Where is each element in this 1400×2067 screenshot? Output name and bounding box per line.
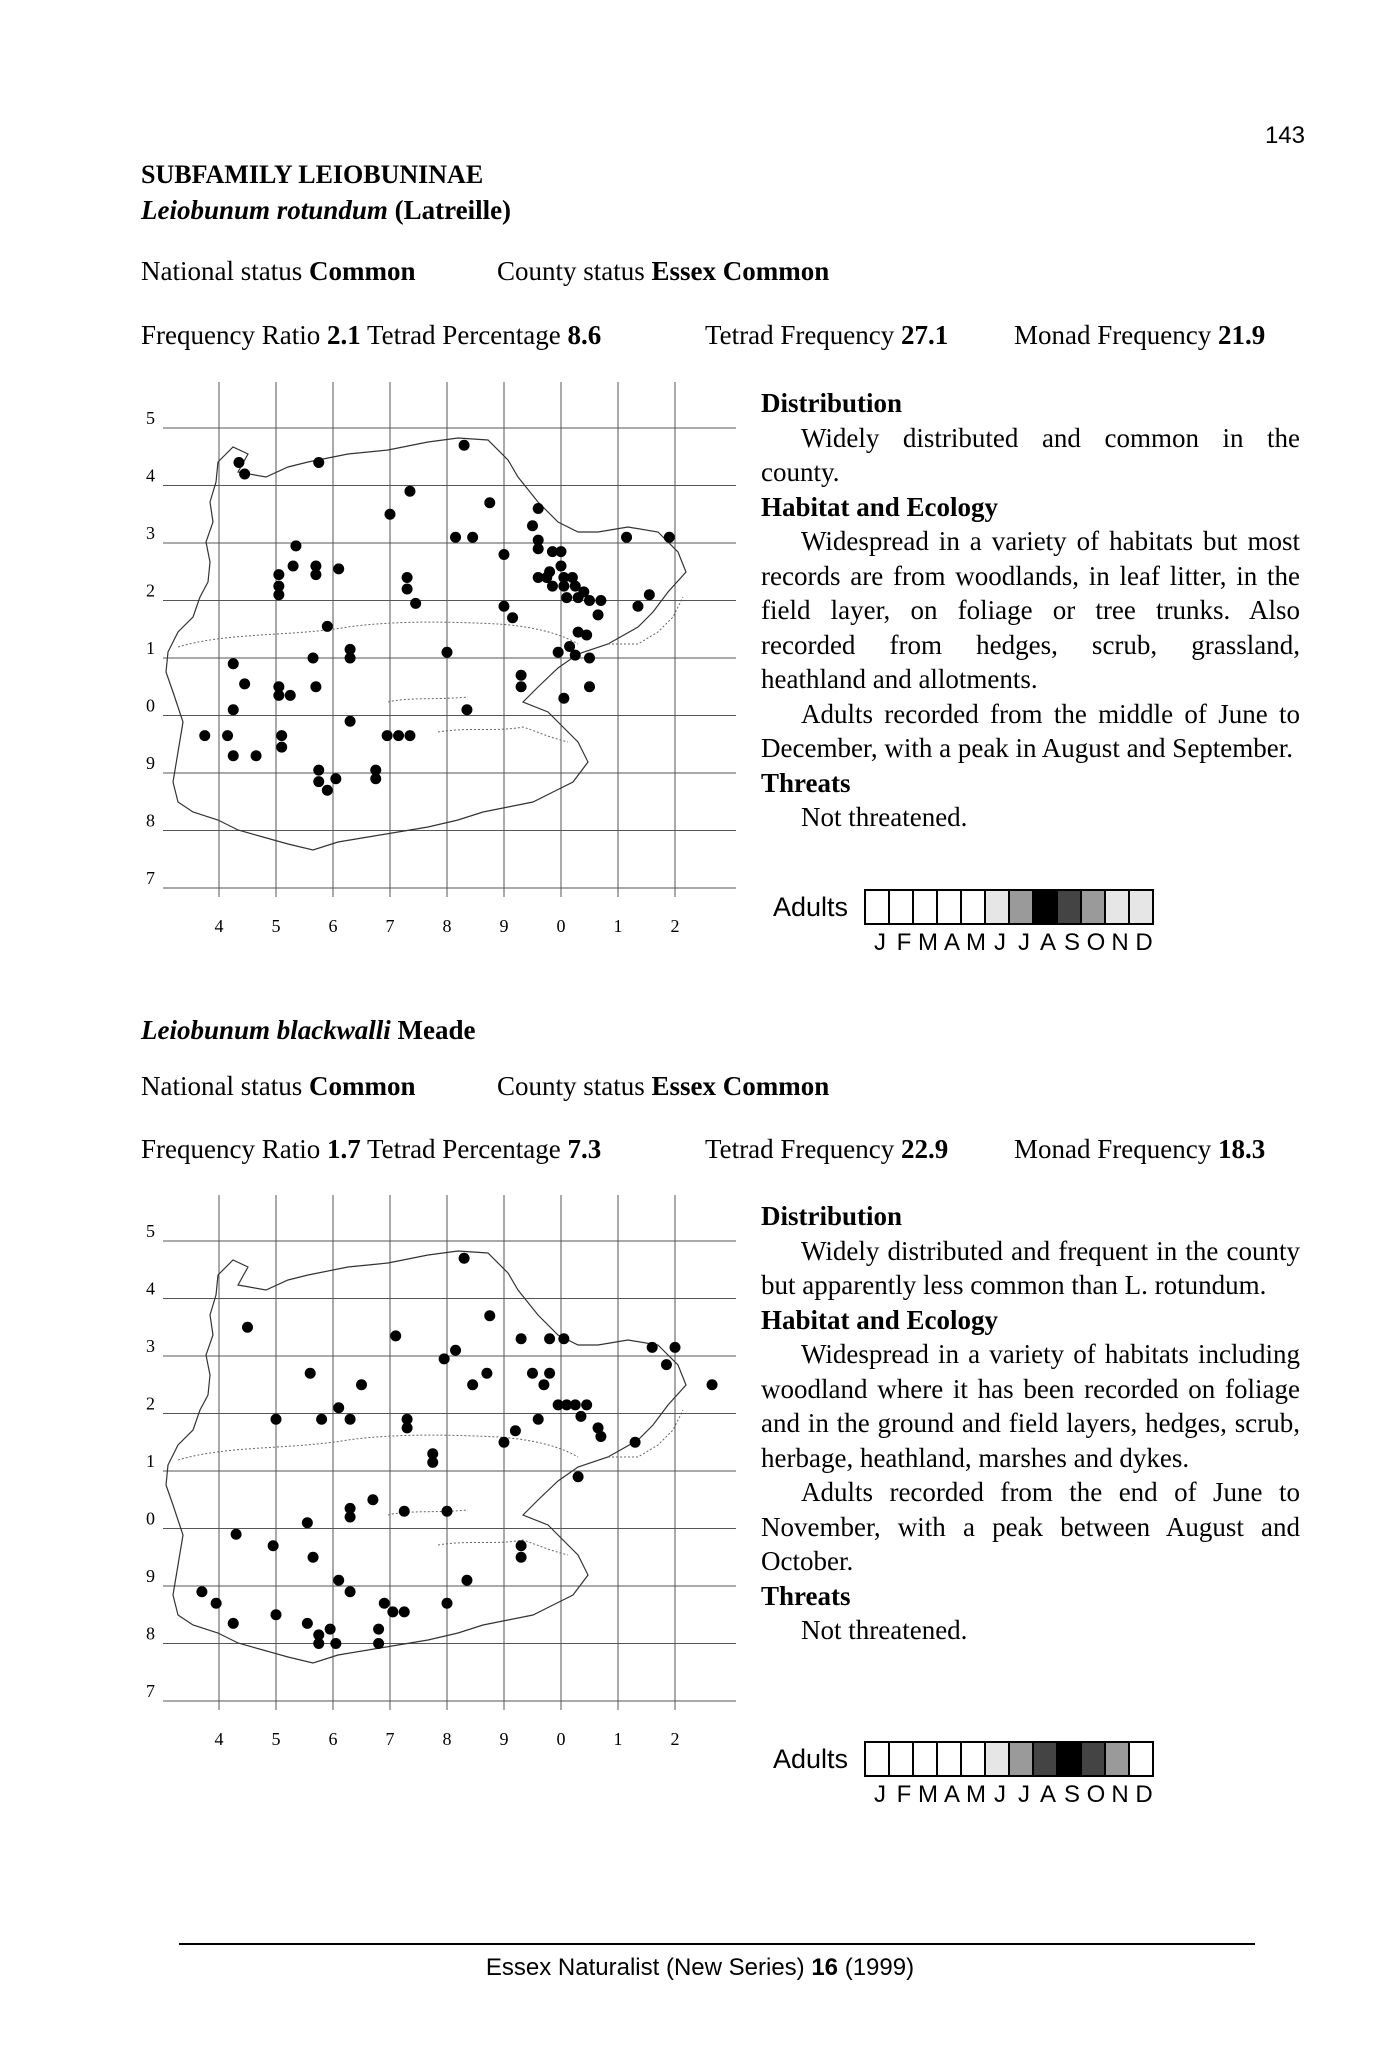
record-dot — [527, 1368, 538, 1379]
y-tick-label: 2 — [146, 580, 155, 601]
month-label: J — [994, 1781, 1006, 1808]
x-tick-label: 8 — [442, 916, 452, 936]
record-dot — [399, 1606, 410, 1617]
record-dot — [507, 612, 518, 623]
x-tick-label: 4 — [214, 916, 224, 936]
month-label: S — [1063, 929, 1080, 956]
record-dot — [325, 1624, 336, 1635]
species-title: Leiobunum blackwalli Meade — [141, 1015, 476, 1045]
month-label: M — [966, 1781, 986, 1808]
record-dot — [459, 440, 470, 451]
record-dot — [450, 532, 461, 543]
record-dot — [647, 1342, 658, 1353]
month-cell — [890, 1743, 914, 1775]
record-dot — [595, 595, 606, 606]
record-dot — [516, 670, 527, 681]
month-cell — [1010, 891, 1034, 923]
record-dot — [285, 690, 296, 701]
record-dot — [402, 1422, 413, 1433]
record-dot — [467, 1379, 478, 1390]
record-dot — [584, 681, 595, 692]
record-dot — [382, 730, 393, 741]
month-label: S — [1063, 1781, 1080, 1808]
record-dot — [273, 690, 284, 701]
record-dot — [459, 1253, 470, 1264]
river-line — [438, 1540, 568, 1555]
record-dot — [538, 1379, 549, 1390]
month-cell — [986, 1743, 1010, 1775]
record-dot — [268, 1540, 279, 1551]
record-dot — [664, 532, 675, 543]
month-cell — [1058, 891, 1082, 923]
x-tick-label: 1 — [613, 1729, 623, 1749]
subfamily-heading: SUBFAMILY LEIOBUNINAE — [141, 160, 484, 189]
month-label: J — [1018, 929, 1030, 956]
month-cell — [986, 891, 1010, 923]
month-label: M — [918, 929, 938, 956]
month-cell — [1082, 891, 1106, 923]
record-dot — [316, 1414, 327, 1425]
record-dot — [558, 693, 569, 704]
record-dot — [390, 1330, 401, 1341]
record-dot — [242, 1322, 253, 1333]
record-dot — [404, 486, 415, 497]
record-dot — [533, 535, 544, 546]
distribution-map — [138, 1195, 738, 1755]
record-dot — [251, 750, 262, 761]
month-cell — [1082, 1743, 1106, 1775]
record-dot — [276, 730, 287, 741]
habitat-text: Widespread in a variety of habitats but most records are from woodlands, in leaf litter, in the field layer, on foliage or tree trunks. Also recorded from hedges, scrub, grassland, heathland and allotments. — [761, 526, 1300, 694]
river-line — [178, 1435, 578, 1460]
record-dot — [313, 776, 324, 787]
y-tick-label: 9 — [146, 1566, 155, 1586]
record-dot — [499, 601, 510, 612]
adults-text: Adults recorded from the middle of June to December, with a peak in August and September. — [761, 698, 1300, 763]
month-label: A — [1039, 1781, 1056, 1808]
record-dot — [427, 1457, 438, 1468]
record-dot — [533, 503, 544, 514]
river-line — [438, 727, 568, 742]
month-label: N — [1111, 929, 1129, 956]
species-text — [761, 1199, 1300, 1648]
y-tick-label: 2 — [146, 1393, 155, 1414]
record-dot — [393, 730, 404, 741]
record-dot — [556, 546, 567, 557]
threats-text: Not threatened. — [801, 1615, 968, 1645]
record-dot — [439, 1353, 450, 1364]
record-dot — [373, 1624, 384, 1635]
y-tick-label: 7 — [146, 1681, 155, 1701]
month-label: O — [1086, 1781, 1106, 1808]
y-tick-label: 3 — [146, 1336, 155, 1356]
record-dot — [228, 1618, 239, 1629]
month-cell — [1058, 1743, 1082, 1775]
record-dot — [573, 592, 584, 603]
status-line: National status Common County status Essex Common — [141, 1071, 830, 1101]
record-dot — [228, 750, 239, 761]
record-dot — [308, 653, 319, 664]
y-tick-label: 8 — [146, 1623, 155, 1644]
record-dot — [313, 457, 324, 468]
record-dot — [461, 1575, 472, 1586]
record-dot — [402, 572, 413, 583]
month-cell — [938, 1743, 962, 1775]
month-label: A — [943, 929, 960, 956]
record-dot — [370, 773, 381, 784]
month-label: J — [994, 929, 1006, 956]
month-cell — [962, 1743, 986, 1775]
record-dot — [561, 592, 572, 603]
record-dot — [356, 1379, 367, 1390]
record-dot — [621, 532, 632, 543]
month-cell — [914, 1743, 938, 1775]
month-label: M — [918, 1781, 938, 1808]
y-tick-label: 4 — [146, 1278, 155, 1299]
record-dot — [313, 1638, 324, 1649]
month-label: A — [1039, 929, 1056, 956]
record-dot — [333, 563, 344, 574]
frequency-line: Frequency Ratio 1.7 Tetrad Percentage 7.3 Tetrad Frequency 22.9 Monad Frequency 18.3 — [141, 1134, 1266, 1164]
y-tick-label: 7 — [146, 868, 155, 888]
y-tick-label: 3 — [146, 523, 155, 543]
record-dot — [273, 589, 284, 600]
record-dot — [461, 704, 472, 715]
record-dot — [310, 569, 321, 580]
record-dot — [558, 1333, 569, 1344]
distribution-text: Widely distributed and common in the county. — [761, 422, 1300, 487]
month-cell — [962, 891, 986, 923]
threats-heading: Threats — [761, 1580, 851, 1611]
record-dot — [345, 653, 356, 664]
x-tick-label: 0 — [556, 1729, 566, 1749]
y-tick-label: 1 — [146, 638, 155, 658]
species-title: Leiobunum rotundum (Latreille) — [141, 195, 512, 225]
month-label: D — [1135, 1781, 1153, 1808]
habitat-heading: Habitat and Ecology — [761, 491, 999, 522]
x-tick-label: 9 — [499, 916, 509, 936]
record-dot — [302, 1517, 313, 1528]
record-dot — [670, 1342, 681, 1353]
record-dot — [302, 1618, 313, 1629]
record-dot — [273, 569, 284, 580]
record-dot — [345, 716, 356, 727]
record-dot — [632, 601, 643, 612]
record-dot — [558, 581, 569, 592]
x-tick-label: 2 — [670, 1729, 680, 1749]
x-tick-label: 2 — [670, 916, 680, 936]
habitat-heading: Habitat and Ecology — [761, 1304, 999, 1335]
record-dot — [387, 1606, 398, 1617]
page-number: 143 — [1264, 122, 1305, 149]
month-label: N — [1111, 1781, 1129, 1808]
month-label: J — [1018, 1781, 1030, 1808]
record-dot — [544, 1333, 555, 1344]
record-dot — [516, 1552, 527, 1563]
record-dot — [442, 1506, 453, 1517]
record-dot — [484, 497, 495, 508]
month-cell — [914, 891, 938, 923]
record-dot — [630, 1437, 641, 1448]
month-label: J — [874, 1781, 886, 1808]
record-dot — [330, 773, 341, 784]
x-tick-label: 7 — [385, 916, 395, 936]
record-dot — [308, 1552, 319, 1563]
threats-text: Not threatened. — [801, 802, 968, 832]
record-dot — [305, 1368, 316, 1379]
record-dot — [222, 730, 233, 741]
record-dot — [333, 1575, 344, 1586]
record-dot — [385, 509, 396, 520]
record-dot — [345, 1586, 356, 1597]
month-label: F — [896, 1781, 912, 1808]
record-dot — [322, 621, 333, 632]
frequency-line: Frequency Ratio 2.1 Tetrad Percentage 8.6 Tetrad Frequency 27.1 Monad Frequency 21.9 — [141, 320, 1266, 350]
record-dot — [573, 627, 584, 638]
distribution-text: Widely distributed and frequent in the county but apparently less common than L. rotundum. — [761, 1235, 1300, 1300]
month-label: D — [1135, 929, 1153, 956]
record-dot — [544, 1368, 555, 1379]
month-cell — [866, 1743, 890, 1775]
distribution-heading: Distribution — [761, 388, 903, 418]
record-dot — [661, 1359, 672, 1370]
month-cell — [1010, 1743, 1034, 1775]
y-tick-label: 9 — [146, 753, 155, 773]
x-tick-label: 7 — [385, 1729, 395, 1749]
month-label: J — [874, 929, 886, 956]
record-dot — [373, 1638, 384, 1649]
record-dot — [199, 730, 210, 741]
record-dot — [547, 581, 558, 592]
footer-rule — [179, 1943, 1255, 1945]
species-text — [761, 386, 1300, 835]
y-tick-label: 1 — [146, 1451, 155, 1471]
x-tick-label: 5 — [271, 916, 281, 936]
status-line: National status Common County status Essex Common — [141, 256, 830, 286]
y-tick-label: 0 — [146, 695, 155, 716]
record-dot — [345, 1414, 356, 1425]
record-dot — [527, 520, 538, 531]
y-tick-label: 8 — [146, 810, 155, 831]
month-label: A — [943, 1781, 960, 1808]
record-dot — [228, 704, 239, 715]
month-cell — [866, 891, 890, 923]
month-cell — [1106, 1743, 1130, 1775]
record-dot — [442, 647, 453, 658]
record-dot — [510, 1425, 521, 1436]
month-cell — [1130, 1743, 1152, 1775]
record-dot — [211, 1598, 222, 1609]
y-tick-label: 4 — [146, 465, 155, 486]
record-dot — [499, 549, 510, 560]
record-dot — [271, 1414, 282, 1425]
footer: Essex Naturalist (New Series) 16 (1999) — [485, 1954, 915, 1981]
record-dot — [533, 1414, 544, 1425]
record-dot — [345, 1512, 356, 1523]
month-cell — [938, 891, 962, 923]
record-dot — [322, 785, 333, 796]
record-dot — [584, 653, 595, 664]
record-dot — [239, 469, 250, 480]
record-dot — [499, 1437, 510, 1448]
record-dot — [553, 647, 564, 658]
record-dot — [516, 1333, 527, 1344]
month-cell — [1106, 891, 1130, 923]
record-dot — [330, 1638, 341, 1649]
record-dot — [399, 1506, 410, 1517]
adults-text: Adults recorded from the end of June to November, with a peak between August and October. — [761, 1477, 1300, 1576]
x-tick-label: 6 — [328, 916, 338, 936]
record-dot — [410, 598, 421, 609]
record-dot — [231, 1529, 242, 1540]
river-line — [388, 697, 468, 702]
x-tick-label: 5 — [271, 1729, 281, 1749]
record-dot — [644, 589, 655, 600]
record-dot — [228, 658, 239, 669]
month-cell — [1034, 1743, 1058, 1775]
record-dot — [196, 1586, 207, 1597]
record-dot — [556, 561, 567, 572]
month-cell — [1130, 891, 1152, 923]
record-dot — [593, 609, 604, 620]
record-dot — [575, 1411, 586, 1422]
x-tick-label: 1 — [613, 916, 623, 936]
x-tick-label: 0 — [556, 916, 566, 936]
x-tick-label: 6 — [328, 1729, 338, 1749]
distribution-map — [138, 382, 738, 942]
record-dot — [379, 1598, 390, 1609]
x-tick-label: 9 — [499, 1729, 509, 1749]
record-dot — [276, 742, 287, 753]
record-dot — [290, 540, 301, 551]
record-dot — [313, 765, 324, 776]
phenology-label: Adults — [773, 1744, 849, 1774]
record-dot — [570, 1399, 581, 1410]
distribution-heading: Distribution — [761, 1201, 903, 1231]
record-dot — [707, 1379, 718, 1390]
y-tick-label: 5 — [146, 408, 155, 428]
record-dot — [584, 595, 595, 606]
record-dot — [402, 584, 413, 595]
month-label: O — [1086, 929, 1106, 956]
record-dot — [310, 681, 321, 692]
habitat-text: Widespread in a variety of habitats including woodland where it has been recorded on foliage and in the ground and field layers, hedges, scrub, herbage, heathland, marshes and dykes. — [761, 1339, 1300, 1473]
record-dot — [516, 1540, 527, 1551]
record-dot — [450, 1345, 461, 1356]
phenology-label: Adults — [773, 892, 849, 922]
record-dot — [288, 561, 299, 572]
month-cell — [1034, 891, 1058, 923]
month-label: F — [896, 929, 912, 956]
record-dot — [367, 1494, 378, 1505]
y-tick-label: 0 — [146, 1508, 155, 1529]
record-dot — [570, 650, 581, 661]
record-dot — [333, 1402, 344, 1413]
record-dot — [442, 1598, 453, 1609]
month-label: M — [966, 929, 986, 956]
record-dot — [581, 1399, 592, 1410]
river-line — [178, 622, 578, 647]
record-dot — [404, 730, 415, 741]
y-tick-label: 5 — [146, 1221, 155, 1241]
record-dot — [467, 532, 478, 543]
month-cell — [890, 891, 914, 923]
record-dot — [573, 1471, 584, 1482]
x-tick-label: 4 — [214, 1729, 224, 1749]
record-dot — [516, 681, 527, 692]
record-dot — [271, 1609, 282, 1620]
record-dot — [595, 1431, 606, 1442]
x-tick-label: 8 — [442, 1729, 452, 1749]
record-dot — [239, 678, 250, 689]
record-dot — [233, 457, 244, 468]
record-dot — [484, 1310, 495, 1321]
threats-heading: Threats — [761, 767, 851, 798]
record-dot — [481, 1368, 492, 1379]
